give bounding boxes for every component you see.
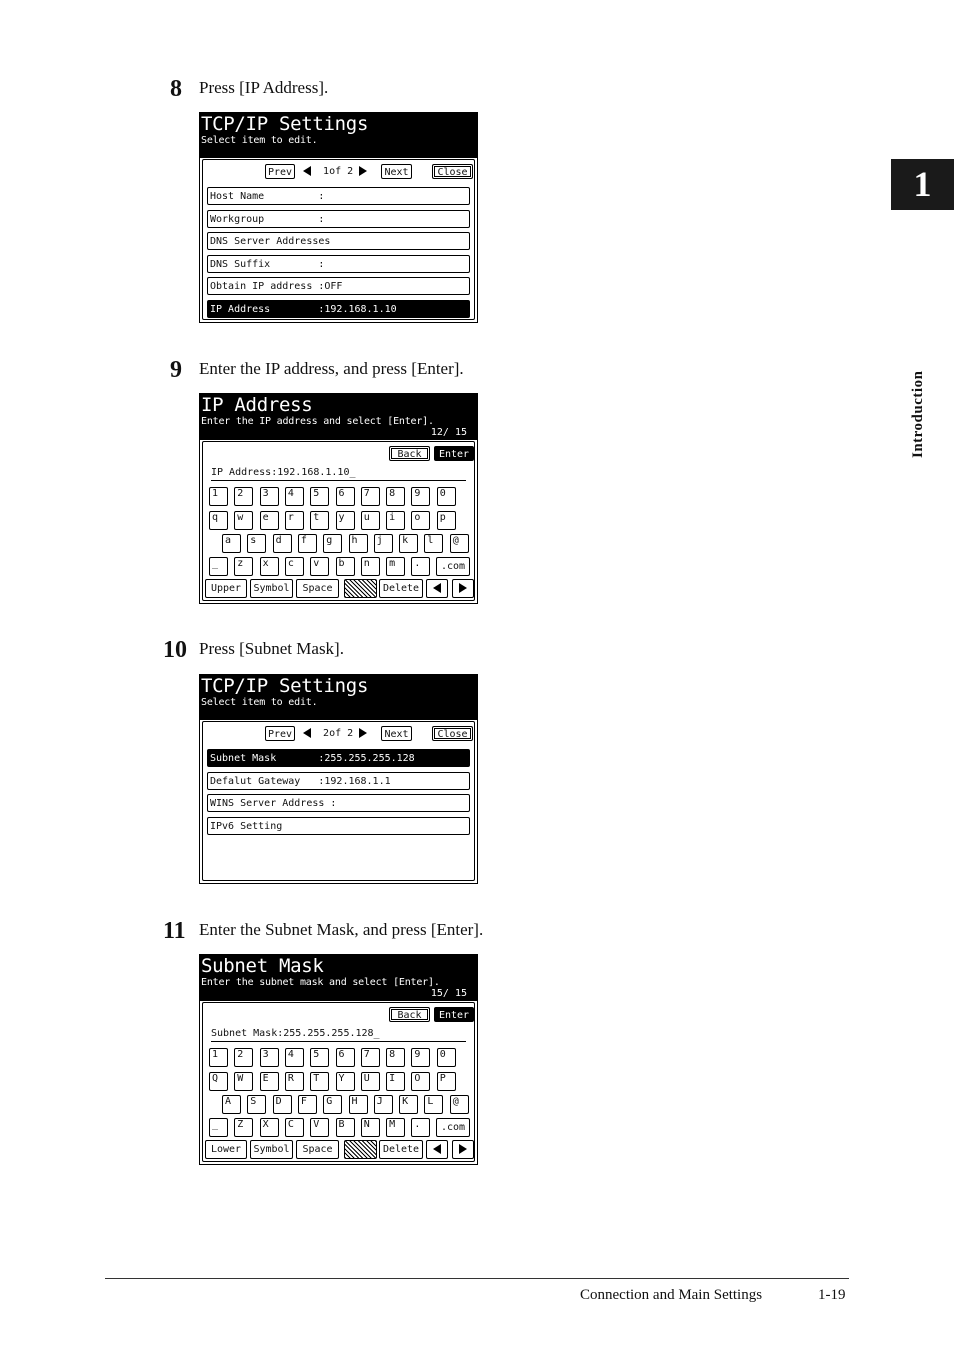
key[interactable]: g [323, 534, 342, 553]
subnet-mask-screen [199, 954, 478, 1165]
key[interactable]: m [386, 557, 405, 576]
page-indicator: 1of 2 [303, 164, 367, 179]
arrow-left-icon [303, 166, 311, 176]
step-text: Press [IP Address]. [199, 78, 329, 97]
space-button[interactable]: Space [296, 579, 339, 598]
arrow-left-icon [303, 728, 311, 738]
key[interactable]: I [386, 1072, 405, 1091]
page-indicator: 2of 2 [303, 726, 367, 741]
key[interactable]: t [310, 511, 329, 530]
key[interactable]: j [374, 534, 393, 553]
delete-button[interactable]: Delete [379, 579, 423, 598]
screen-header [200, 113, 477, 158]
setting-row-ip-address[interactable]: IP Address :192.168.1.10 [207, 300, 470, 318]
key[interactable]: 4 [285, 487, 304, 506]
screen-title: IP Address [201, 394, 313, 416]
symbol-button[interactable]: Symbol [250, 579, 293, 598]
keyboard-body [202, 441, 475, 601]
key[interactable]: n [361, 557, 380, 576]
key[interactable]: y [336, 511, 355, 530]
key[interactable]: w [234, 511, 253, 530]
step-text: Press [Subnet Mask]. [199, 639, 344, 658]
prev-button[interactable]: Prev [265, 164, 295, 179]
key[interactable]: 9 [411, 487, 430, 506]
key[interactable]: 5 [310, 487, 329, 506]
key[interactable]: Z [234, 1118, 253, 1137]
key[interactable]: v [310, 557, 329, 576]
key[interactable]: 1 [209, 1048, 228, 1067]
step-text: Enter the IP address, and press [Enter]. [199, 359, 464, 378]
screen-body [202, 159, 475, 320]
key[interactable]: l [424, 534, 443, 553]
char-count: 12/ 15 [430, 427, 467, 438]
screen-title: TCP/IP Settings [201, 675, 369, 697]
screen-subtitle: Enter the subnet mask and select [Enter]. [201, 977, 440, 988]
step-number: 10 [163, 637, 187, 663]
step-text: Enter the Subnet Mask, and press [Enter]. [199, 920, 484, 939]
key[interactable]: h [349, 534, 368, 553]
case-toggle-button[interactable]: Lower [205, 1140, 247, 1159]
key[interactable]: C [285, 1118, 304, 1137]
enter-button[interactable]: Enter [434, 1007, 474, 1022]
key[interactable]: Q [209, 1072, 228, 1091]
key[interactable]: W [234, 1072, 253, 1091]
screen-subtitle: Select item to edit. [201, 135, 318, 146]
key[interactable]: b [336, 557, 355, 576]
setting-row-obtain-ip[interactable]: Obtain IP address :OFF [207, 277, 470, 295]
key[interactable]: u [361, 511, 380, 530]
screen-subtitle: Enter the IP address and select [Enter]. [201, 416, 434, 427]
chapter-tab: 1 [891, 159, 954, 210]
ip-address-input[interactable]: IP Address:192.168.1.10_ [211, 466, 466, 481]
hatched-key[interactable] [344, 1140, 377, 1159]
key[interactable]: z [234, 557, 253, 576]
key[interactable]: F [298, 1095, 317, 1114]
key[interactable]: _ [209, 557, 228, 576]
key[interactable]: @ [450, 1095, 469, 1114]
cursor-right-button[interactable] [452, 579, 474, 598]
key[interactable]: 3 [260, 487, 279, 506]
char-count: 15/ 15 [430, 988, 467, 999]
close-button[interactable]: Close [432, 164, 473, 179]
key[interactable]: a [222, 534, 241, 553]
key[interactable]: O [411, 1072, 430, 1091]
key[interactable]: 2 [234, 487, 253, 506]
space-button[interactable]: Space [296, 1140, 339, 1159]
setting-row-dns-suffix[interactable]: DNS Suffix : [207, 255, 470, 273]
key[interactable]: 6 [336, 487, 355, 506]
key[interactable]: @ [450, 534, 469, 553]
key[interactable]: 2 [234, 1048, 253, 1067]
key[interactable]: f [298, 534, 317, 553]
key[interactable]: d [273, 534, 292, 553]
screen-title: TCP/IP Settings [201, 113, 369, 135]
cursor-left-button[interactable] [426, 579, 448, 598]
key[interactable]: i [386, 511, 405, 530]
keyboard-body [202, 1002, 475, 1162]
key[interactable]: c [285, 557, 304, 576]
ip-address-screen [199, 393, 478, 604]
key[interactable]: 8 [386, 1048, 405, 1067]
key[interactable]: . [411, 1118, 430, 1137]
key[interactable]: 4 [285, 1048, 304, 1067]
screen-body [202, 721, 475, 881]
tcpip-settings-screen-2 [199, 674, 478, 884]
key[interactable]: G [323, 1095, 342, 1114]
delete-button[interactable]: Delete [379, 1140, 423, 1159]
key[interactable]: k [399, 534, 418, 553]
key[interactable]: K [399, 1095, 418, 1114]
key[interactable]: H [349, 1095, 368, 1114]
key[interactable]: T [310, 1072, 329, 1091]
page-number: 1-19 [818, 1287, 846, 1303]
arrow-right-icon [459, 583, 467, 593]
setting-row-host-name[interactable]: Host Name : [207, 187, 470, 205]
key[interactable]: q [209, 511, 228, 530]
step-number: 9 [170, 357, 182, 383]
close-button[interactable]: Close [432, 726, 473, 741]
setting-row-subnet-mask[interactable]: Subnet Mask :255.255.255.128 [207, 749, 470, 767]
key[interactable]: L [424, 1095, 443, 1114]
prev-button[interactable]: Prev [265, 726, 295, 741]
footer-title: Connection and Main Settings [580, 1287, 763, 1303]
key[interactable]: . [411, 557, 430, 576]
key[interactable]: 0 [437, 487, 456, 506]
step-number: 11 [163, 918, 186, 944]
dotcom-key[interactable]: .com [436, 1118, 470, 1137]
key[interactable]: X [260, 1118, 279, 1137]
next-button[interactable]: Next [381, 164, 412, 179]
setting-row-wins-server[interactable]: WINS Server Address : [207, 794, 470, 812]
key[interactable]: S [247, 1095, 266, 1114]
dotcom-key[interactable]: .com [436, 557, 470, 576]
key[interactable]: 7 [361, 1048, 380, 1067]
key[interactable]: _ [209, 1118, 228, 1137]
setting-row-ipv6[interactable]: IPv6 Setting [207, 817, 470, 835]
key[interactable]: J [374, 1095, 393, 1114]
setting-row-default-gateway[interactable]: Defalut Gateway :192.168.1.1 [207, 772, 470, 790]
key[interactable]: R [285, 1072, 304, 1091]
key[interactable]: D [273, 1095, 292, 1114]
key[interactable]: s [247, 534, 266, 553]
key[interactable]: U [361, 1072, 380, 1091]
key[interactable]: E [260, 1072, 279, 1091]
key[interactable]: B [336, 1118, 355, 1137]
hatched-key[interactable] [344, 579, 377, 598]
setting-row-dns-server[interactable]: DNS Server Addresses [207, 232, 470, 250]
cursor-right-button[interactable] [452, 1140, 474, 1159]
subnet-mask-input[interactable]: Subnet Mask:255.255.255.128_ [211, 1027, 466, 1042]
key[interactable]: p [437, 511, 456, 530]
key[interactable]: x [260, 557, 279, 576]
key[interactable]: N [361, 1118, 380, 1137]
tcpip-settings-screen-1 [199, 112, 478, 323]
screen-header [200, 955, 477, 1001]
arrow-right-icon [359, 728, 367, 738]
screen-subtitle: Select item to edit. [201, 697, 318, 708]
setting-row-workgroup[interactable]: Workgroup : [207, 210, 470, 228]
key[interactable]: Y [336, 1072, 355, 1091]
key[interactable]: M [386, 1118, 405, 1137]
back-button[interactable]: Back [389, 1007, 430, 1022]
symbol-button[interactable]: Symbol [250, 1140, 293, 1159]
chapter-side-label: Introduction [910, 370, 926, 458]
step-number: 8 [170, 76, 182, 102]
key[interactable]: o [411, 511, 430, 530]
back-button[interactable]: Back [389, 446, 430, 461]
screen-header [200, 394, 477, 440]
key[interactable]: A [222, 1095, 241, 1114]
arrow-left-icon [433, 1144, 441, 1154]
screen-title: Subnet Mask [201, 955, 324, 977]
key[interactable]: 9 [411, 1048, 430, 1067]
key[interactable]: P [437, 1072, 456, 1091]
screen-header [200, 675, 477, 720]
key[interactable]: 8 [386, 487, 405, 506]
key[interactable]: 7 [361, 487, 380, 506]
footer-rule [105, 1278, 849, 1279]
arrow-left-icon [433, 583, 441, 593]
key[interactable]: 6 [336, 1048, 355, 1067]
next-button[interactable]: Next [381, 726, 412, 741]
enter-button[interactable]: Enter [434, 446, 474, 461]
key[interactable]: 1 [209, 487, 228, 506]
arrow-right-icon [359, 166, 367, 176]
key[interactable]: r [285, 511, 304, 530]
arrow-right-icon [459, 1144, 467, 1154]
case-toggle-button[interactable]: Upper [205, 579, 247, 598]
key[interactable]: 3 [260, 1048, 279, 1067]
key[interactable]: 5 [310, 1048, 329, 1067]
key[interactable]: e [260, 511, 279, 530]
key[interactable]: V [310, 1118, 329, 1137]
key[interactable]: 0 [437, 1048, 456, 1067]
cursor-left-button[interactable] [426, 1140, 448, 1159]
